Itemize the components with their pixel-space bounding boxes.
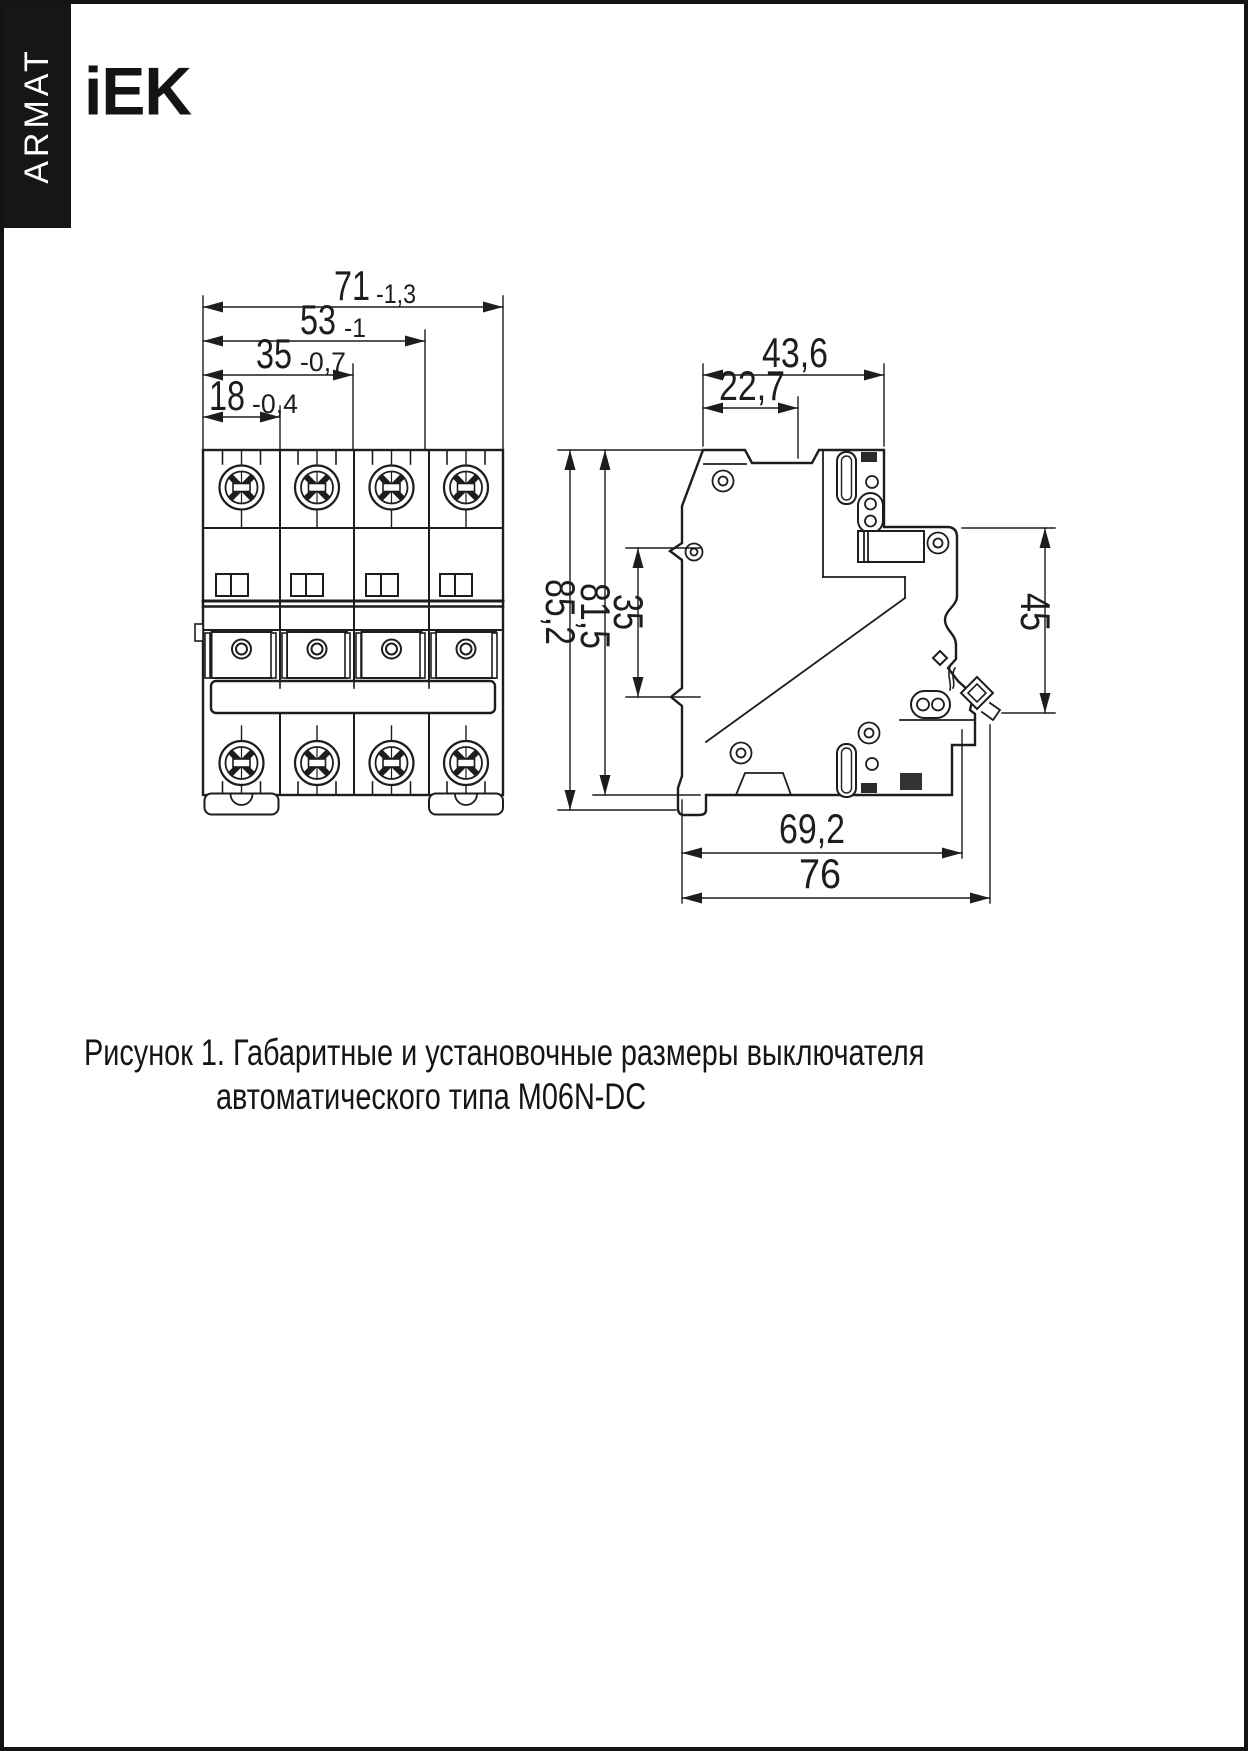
dim-width-53-tol: -1 xyxy=(344,313,366,343)
dim-depth-43-6: 43,6 xyxy=(762,329,828,376)
dim-width-53: 53 xyxy=(300,296,336,343)
front-view-drawing xyxy=(195,262,503,815)
front-marking-plate xyxy=(211,681,495,713)
din-tab-right xyxy=(429,794,503,815)
side-view-drawing xyxy=(537,329,1059,904)
technical-drawing xyxy=(4,4,1244,1747)
dim-height-45: 45 xyxy=(1012,593,1059,640)
dim-width-71-tol: -1,3 xyxy=(376,279,416,309)
dim-height-85-2: 85,2 xyxy=(537,579,584,661)
dim-depth-76: 76 xyxy=(799,850,841,897)
dim-height-35: 35 xyxy=(605,594,652,641)
figure-caption-line1: Рисунок 1. Габаритные и установочные размеры выключателя xyxy=(84,1032,925,1073)
dim-width-18: 18 xyxy=(209,372,245,419)
iek-logo: iEK xyxy=(84,53,192,129)
dim-width-71: 71 xyxy=(334,262,370,309)
dim-depth-22-7: 22,7 xyxy=(719,362,785,409)
dim-width-18-tol: -0,4 xyxy=(252,389,298,419)
dim-width-35-tol: -0,7 xyxy=(300,347,346,377)
dim-width-35: 35 xyxy=(256,330,292,377)
din-tab-left xyxy=(205,794,279,815)
figure-caption-line2: автоматического типа M06N-DC xyxy=(216,1076,647,1117)
dim-depth-69-2: 69,2 xyxy=(779,805,845,852)
brand-vertical-label: ARMAT xyxy=(18,47,56,184)
dim-height-81-5: 81,5 xyxy=(572,583,619,665)
